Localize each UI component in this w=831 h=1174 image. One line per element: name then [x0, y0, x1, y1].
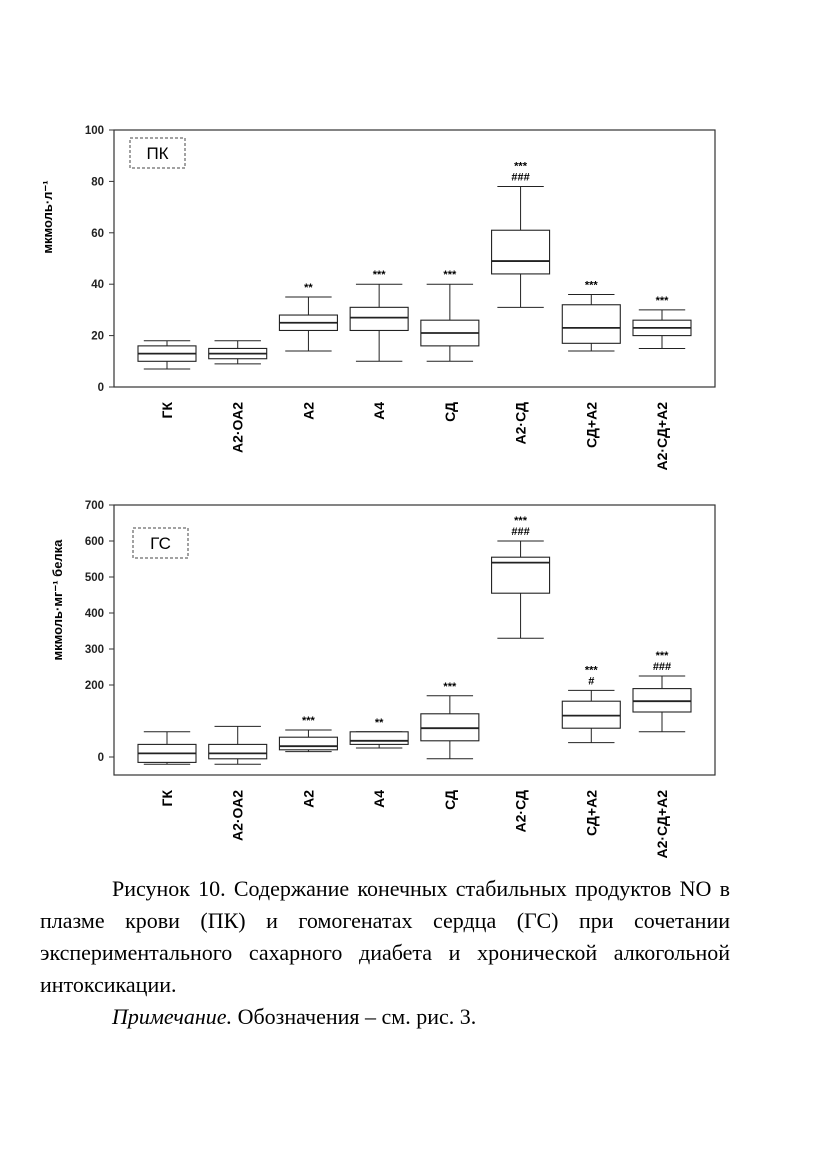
category-label: ГК	[159, 402, 175, 419]
category-label: А2	[300, 790, 317, 808]
box-8	[633, 650, 691, 732]
category-label: А2·СД	[512, 790, 529, 833]
chart-2	[50, 500, 715, 859]
box-iqr	[209, 744, 267, 758]
significance-mark: **	[374, 716, 384, 729]
significance-mark: ###	[511, 171, 530, 184]
category-label: А2·СД+А2	[654, 402, 670, 471]
y-tick-label: 0	[97, 752, 104, 764]
box-4	[350, 717, 408, 748]
significance-mark: ***	[372, 269, 386, 282]
y-axis-label: мкмоль·мг⁻¹ белка	[50, 539, 65, 661]
panel-label: ГС	[150, 534, 171, 553]
significance-mark: **	[304, 282, 313, 295]
box-iqr	[279, 737, 337, 750]
box-5	[421, 269, 479, 361]
box-7	[562, 279, 620, 351]
significance-mark: ***	[443, 680, 457, 693]
plot-frame	[114, 505, 715, 775]
category-label: СД	[441, 790, 458, 810]
box-8	[633, 295, 691, 349]
caption-text: Рисунок 10. Содержание конечных стабильных продуктов NO в плазме крови (ПК) и гомогенатах сердца (ГС) при сочетании экспериментального сахарного диабета и хронической алкогольной интоксикации.	[40, 876, 730, 997]
y-tick-label: 60	[91, 227, 104, 240]
significance-mark: ***	[655, 650, 669, 662]
category-label: А4	[371, 790, 388, 808]
significance-mark: ***	[584, 664, 598, 677]
y-tick-label: 80	[91, 176, 104, 189]
y-axis-label: мкмоль·л⁻¹	[40, 180, 55, 254]
significance-mark: ***	[302, 715, 315, 727]
note-text: Обозначения – см. рис. 3.	[232, 1004, 477, 1029]
y-tick-label: 300	[84, 644, 104, 656]
category-label: А2·СД	[512, 402, 529, 445]
box-3	[279, 715, 337, 752]
y-tick-label: 40	[91, 279, 104, 292]
box-iqr	[350, 732, 408, 745]
box-3	[279, 282, 337, 351]
note-label: Примечание.	[112, 1004, 233, 1029]
significance-mark: #	[588, 675, 595, 688]
category-label: А4	[371, 402, 388, 420]
box-5	[421, 681, 479, 759]
significance-mark: ***	[443, 269, 457, 282]
box-iqr	[492, 230, 550, 274]
significance-mark: ###	[511, 526, 530, 538]
category-label: СД+А2	[583, 790, 600, 836]
significance-mark: ***	[514, 515, 527, 527]
category-label: А2	[300, 402, 317, 420]
box-1	[138, 341, 196, 369]
y-tick-label: 700	[84, 500, 104, 512]
y-tick-label: 20	[91, 330, 104, 343]
box-2	[209, 726, 267, 764]
box-7	[562, 664, 620, 742]
significance-mark: ***	[514, 160, 527, 173]
caption-note	[40, 1001, 730, 1033]
box-6	[492, 515, 550, 638]
plot-frame	[114, 130, 715, 387]
figure-caption	[40, 873, 730, 1033]
category-label: СД	[441, 402, 458, 422]
y-tick-label: 0	[97, 382, 104, 394]
significance-mark: ***	[655, 294, 669, 307]
box-iqr	[562, 305, 620, 344]
chart-1	[40, 125, 715, 471]
y-tick-label: 400	[84, 608, 104, 620]
category-label: А2·ОА2	[229, 790, 246, 841]
y-tick-label: 600	[84, 536, 104, 548]
y-tick-label: 500	[84, 572, 104, 584]
significance-mark: ***	[584, 279, 598, 292]
y-tick-label: 200	[84, 680, 104, 692]
panel-label: ПК	[146, 144, 169, 163]
category-label: А2·СД+А2	[654, 790, 670, 859]
box-2	[209, 341, 267, 364]
box-1	[138, 732, 196, 764]
significance-mark: ###	[652, 661, 672, 673]
box-4	[350, 269, 408, 361]
category-label: ГК	[159, 790, 175, 807]
category-label: СД+А2	[583, 402, 600, 448]
category-label: А2·ОА2	[229, 402, 246, 453]
y-tick-label: 100	[84, 125, 104, 137]
box-iqr	[350, 307, 408, 330]
box-6	[492, 161, 550, 308]
